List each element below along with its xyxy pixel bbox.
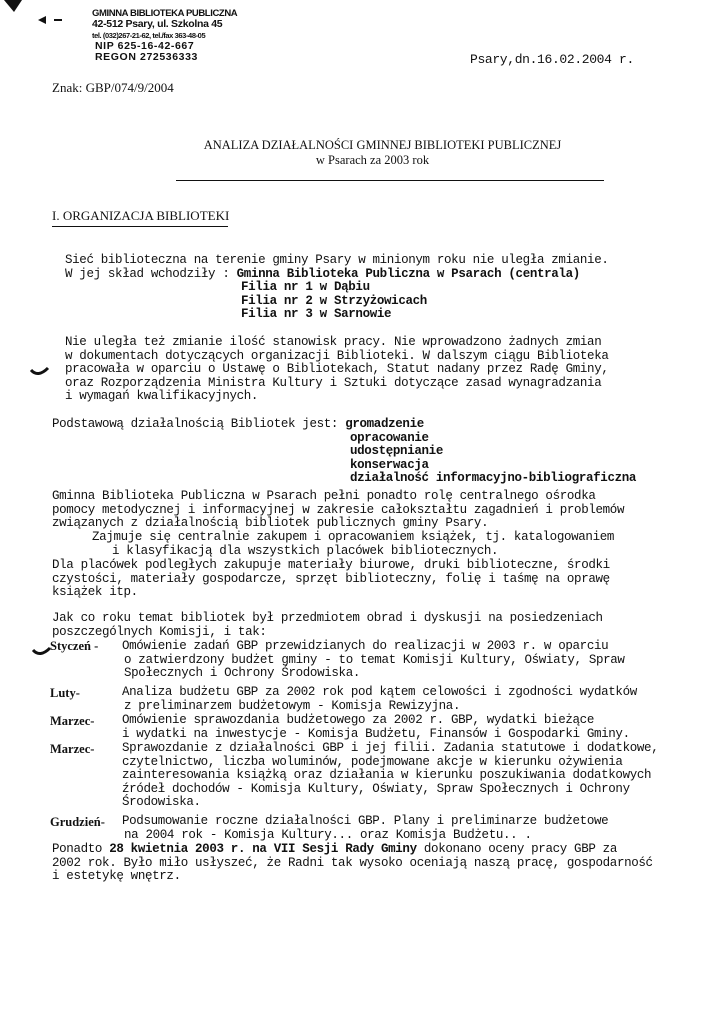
month-line: z preliminarzem budżetowym - Komisja Rewizyjna. xyxy=(124,698,461,713)
month-line: na 2004 rok - Komisja Kultury... oraz Komisja Budżetu.. . xyxy=(124,827,532,842)
paragraph-line: dokonano oceny pracy GBP za xyxy=(416,842,617,856)
month-entry xyxy=(122,640,625,681)
document-title xyxy=(0,138,725,168)
central-library-name: Gminna Biblioteka Publiczna w Psarach (centrala) xyxy=(236,266,580,281)
month-label: Marzec- xyxy=(50,714,95,728)
activities-intro: Podstawową działalnością Bibliotek jest: xyxy=(52,417,346,431)
paragraph-line: Dla placówek podległych zakupuje materiały biurowe, druki biblioteczne, środki xyxy=(52,558,610,572)
paragraph-line: poszczególnych Komisji, i tak: xyxy=(52,624,267,639)
month-label: Grudzień- xyxy=(50,815,105,829)
month-line: Podsumowanie roczne działalności GBP. Plany i preliminarze budżetowe xyxy=(122,814,609,828)
month-entry xyxy=(122,714,630,741)
role-paragraph xyxy=(52,490,624,531)
library-stamp xyxy=(92,8,237,63)
paragraph-line: Gminna Biblioteka Publiczna w Psarach pełni ponadto rolę centralnego ośrodka xyxy=(52,489,596,503)
paragraph-line: Zajmuje się centralnie zakupem i opracowaniem książek, tj. katalogowaniem xyxy=(92,530,615,544)
paragraph-line: Jak co roku temat bibliotek był przedmiotem obrad i dyskusji na posiedzeniach xyxy=(52,611,603,625)
stamp-address: 42-512 Psary, ul. Szkolna 45 xyxy=(92,18,223,30)
paragraph-line: związanych z działalnością bibliotek publicznych gminy Psary. xyxy=(52,516,489,530)
activity-item: konserwacja xyxy=(350,457,429,472)
month-entry xyxy=(122,742,658,810)
cataloguing-paragraph xyxy=(92,531,614,558)
paragraph-line: Nie uległa też zmianie ilość stanowisk pracy. Nie wprowadzono żadnych zmian xyxy=(65,335,602,349)
month-line: Sprawozdanie z działalności GBP i jej filii. Zadania statutowe i dodatkowe, xyxy=(122,741,659,755)
branch-item: Filia nr 1 w Dąbiu xyxy=(241,280,370,294)
network-paragraph xyxy=(65,254,609,322)
month-line: Analiza budżetu GBP za 2002 rok pod kątem celowości i zgodności wydatków xyxy=(122,685,637,699)
month-label: Marzec- xyxy=(50,742,95,756)
paragraph-line: Sieć biblioteczna na terenie gminy Psary w minionym roku nie uległa zmianie. xyxy=(65,253,609,267)
margin-mark-icon xyxy=(30,366,50,382)
paragraph-line: książek itp. xyxy=(52,585,138,599)
month-line: o zatwierdzony budżet gminy - to temat Komisji Kultury, Oświaty, Spraw xyxy=(124,652,625,667)
supplies-paragraph xyxy=(52,559,610,600)
document-date: Psary,dn.16.02.2004 r. xyxy=(470,52,634,67)
section-underline xyxy=(52,226,228,227)
paragraph-line: W jej skład wchodziły : xyxy=(65,266,237,281)
month-line: Środowiska. xyxy=(122,795,201,809)
activity-item: gromadzenie xyxy=(345,417,424,431)
arrow-mark-icon xyxy=(36,12,66,26)
section-heading: I. ORGANIZACJA BIBLIOTEKI xyxy=(52,208,230,223)
month-line: Społecznych i Ochrony Środowiska. xyxy=(124,666,360,680)
month-line: zainteresowania książką oraz działania w kierunku poszukiwania dodatkowych xyxy=(122,768,652,782)
month-line: i wydatki na inwestycje - Komisja Budżetu, Finansów i Gospodarki Gminy. xyxy=(122,726,630,741)
staff-paragraph xyxy=(65,336,609,404)
activities-list xyxy=(52,418,636,486)
month-entry xyxy=(122,815,608,842)
stamp-nip: NIP 625-16-42-667 xyxy=(95,40,195,52)
activity-item: opracowanie xyxy=(350,430,429,445)
activity-item: działalność informacyjno-bibliograficzna xyxy=(350,471,637,485)
month-line: czytelnictwo, liczba woluminów, podejmowane akcje w kierunku ożywienia xyxy=(122,754,623,769)
stamp-phone: tel. (032)267-21-62, tel./fax 363-48-05 xyxy=(92,31,206,40)
paragraph-line: pomocy metodycznej i informacyjnej w zakresie całokształtu zagadnień i problemów xyxy=(52,502,625,517)
month-line: Omówienie zadań GBP przewidzianych do realizacji w 2003 r. w oparciu xyxy=(122,639,609,653)
stamp-name: GMINNA BIBLIOTEKA PUBLICZNA xyxy=(92,8,238,19)
month-label: Styczeń - xyxy=(50,639,99,653)
closing-paragraph xyxy=(52,843,653,884)
committees-paragraph xyxy=(52,612,603,639)
stamp-regon: REGON 272536333 xyxy=(95,51,198,63)
paragraph-line: pracowała w oparciu o Ustawę o Bibliotekach, Statut nadany przez Radę Gminy, xyxy=(65,362,609,376)
paragraph-line: Ponadto xyxy=(52,842,110,856)
month-label: Luty- xyxy=(50,686,80,700)
activity-item: udostępnianie xyxy=(350,444,443,458)
session-date: 28 kwietnia 2003 r. na VII Sesji Rady Gminy xyxy=(109,842,417,856)
title-divider xyxy=(176,180,604,181)
title-line-2: w Psarach za 2003 rok xyxy=(315,153,430,167)
month-line: źródeł dochodów - Komisja Kultury, Oświaty, Spraw Społecznych i Ochrony xyxy=(122,781,630,796)
paragraph-line: i wymagań kwalifikacyjnych. xyxy=(65,389,259,403)
margin-mark-icon xyxy=(32,646,52,662)
month-entry xyxy=(122,686,637,713)
paragraph-line: oraz Rozporządzenia Ministra Kultury i Sztuki dotyczące zasad wynagradzania xyxy=(65,375,602,390)
branch-item: Filia nr 2 w Strzyżowicach xyxy=(241,293,427,308)
corner-mark-icon xyxy=(4,0,24,14)
paragraph-line: i klasyfikacją dla wszystkich placówek bibliotecznych. xyxy=(112,543,499,558)
paragraph-line: w dokumentach dotyczących organizacji Biblioteki. W dalszym ciągu Biblioteka xyxy=(65,348,609,363)
paragraph-line: i estetykę wnętrz. xyxy=(52,869,181,883)
paragraph-line: czystości, materiały gospodarcze, sprzęt biblioteczny, folię i taśmę na oprawę xyxy=(52,571,610,586)
paragraph-line: 2002 rok. Było miło usłyszeć, że Radni tak wysoko oceniają naszą pracę, gospodarność xyxy=(52,855,653,870)
reference-number: Znak: GBP/074/9/2004 xyxy=(52,80,174,95)
month-line: Omówienie sprawozdania budżetowego za 2002 r. GBP, wydatki bieżące xyxy=(122,713,594,727)
title-line-1: ANALIZA DZIAŁALNOŚCI GMINNEJ BIBLIOTEKI PUBLICZNEJ xyxy=(203,138,562,152)
branch-item: Filia nr 3 w Sarnowie xyxy=(241,307,392,321)
